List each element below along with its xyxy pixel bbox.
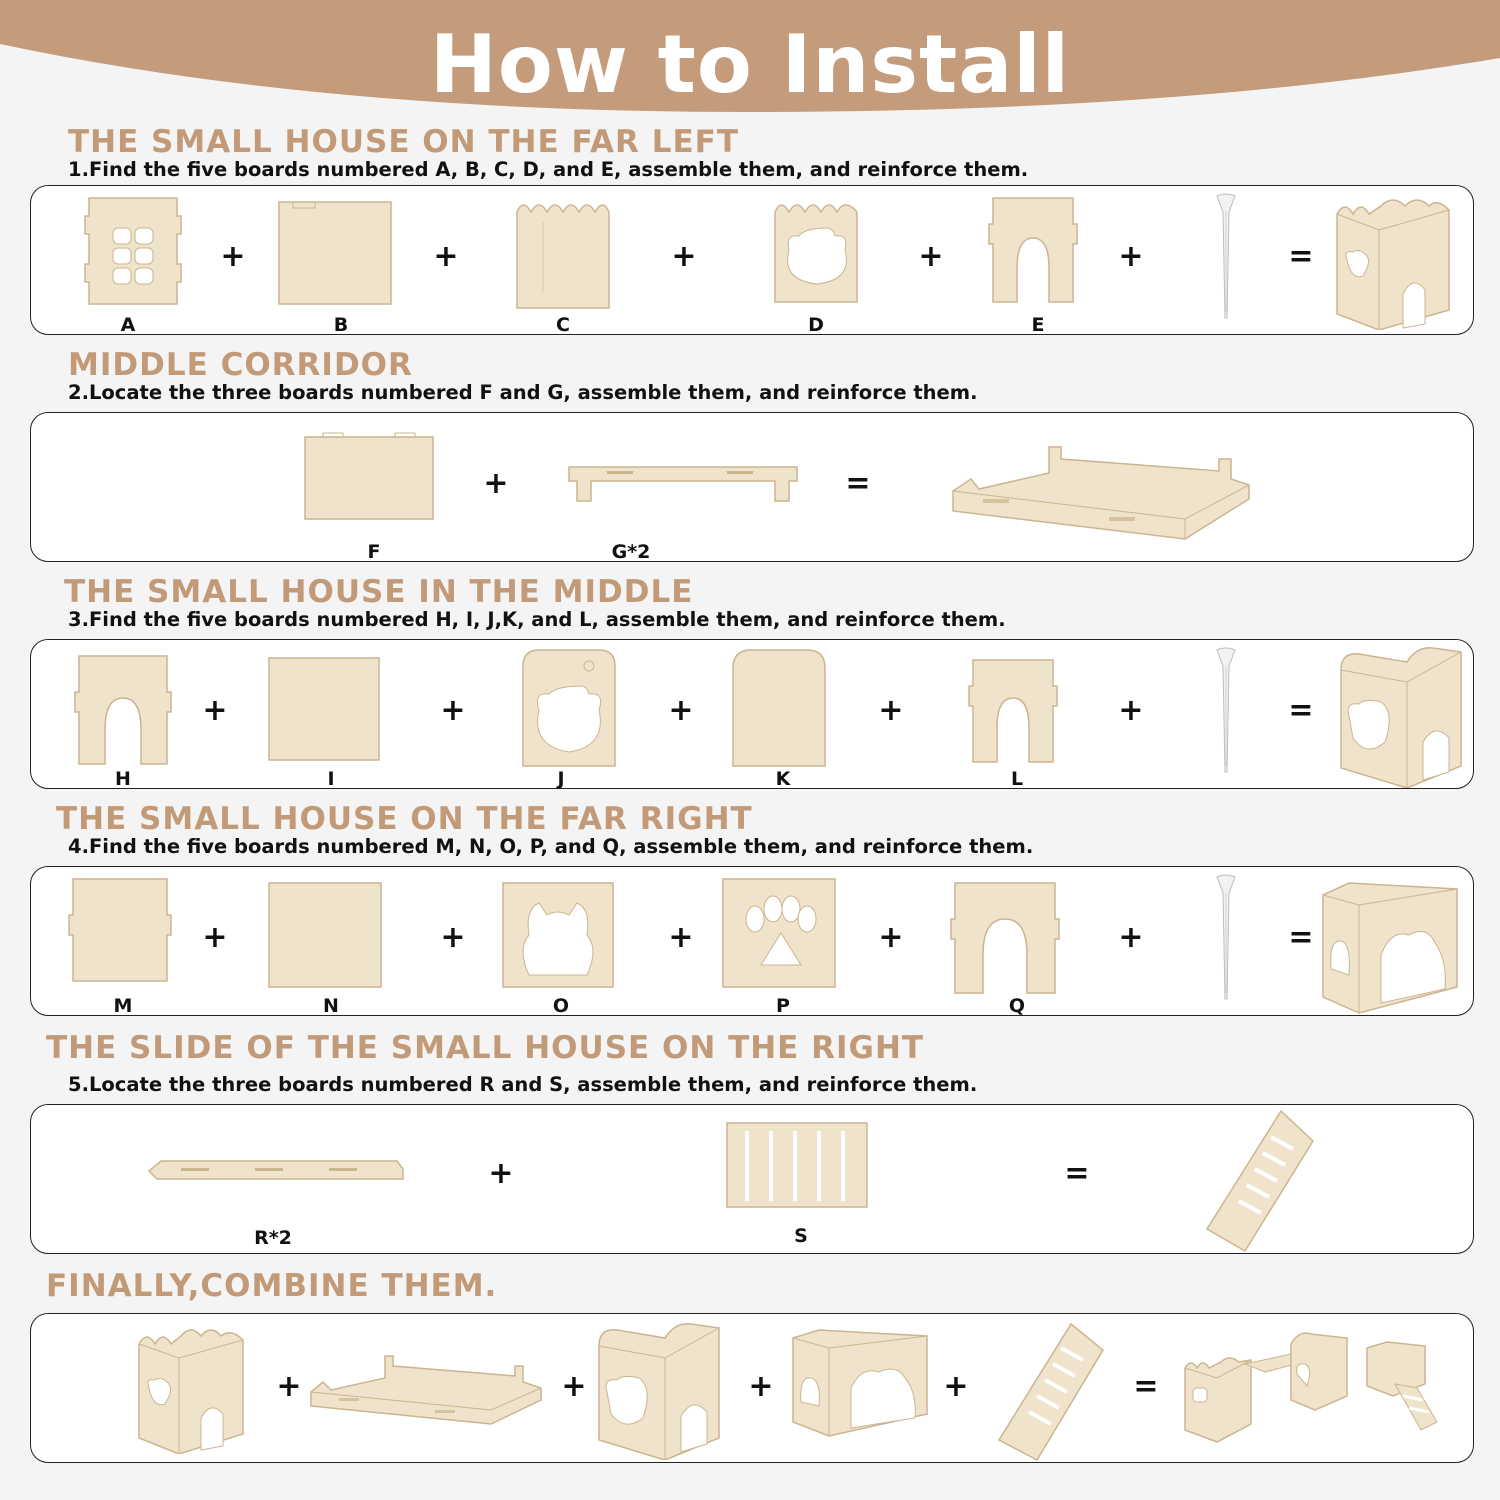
label-p: P: [776, 995, 790, 1017]
label-f: F: [367, 541, 381, 563]
board-m: [67, 875, 173, 985]
section-5-panel: [30, 1104, 1474, 1254]
board-p: [719, 875, 839, 991]
equals-sign: =: [845, 466, 871, 501]
cable-ties-icon: [1211, 873, 1241, 1003]
plus-sign: +: [483, 466, 509, 501]
plus-sign: +: [671, 239, 697, 274]
label-r: R*2: [254, 1227, 292, 1249]
cable-ties-icon: [1211, 646, 1241, 776]
assembled-middle-house-icon: [1337, 642, 1467, 788]
equals-sign: =: [1133, 1369, 1159, 1404]
plus-sign: +: [668, 693, 694, 728]
board-g: [567, 461, 799, 507]
equals-sign: =: [1288, 239, 1314, 274]
label-n: N: [323, 995, 339, 1017]
section-1-title: THE SMALL HOUSE ON THE FAR LEFT: [68, 124, 739, 160]
section-4-panel: [30, 866, 1474, 1016]
board-c: [513, 192, 613, 312]
section-5-description: 5.Locate the three boards numbered R and S, assemble them, and reinforce them.: [68, 1073, 978, 1096]
plus-sign: +: [878, 693, 904, 728]
corridor-platform-icon: [309, 1352, 545, 1428]
board-n: [265, 879, 385, 991]
plus-sign: +: [918, 239, 944, 274]
board-b: [275, 198, 395, 308]
section-4-description: 4.Find the five boards numbered M, N, O, P, and Q, assemble them, and reinforce them.: [68, 835, 1034, 858]
board-i: [265, 654, 383, 764]
section-6-panel: [30, 1313, 1474, 1463]
assembled-right-house-icon: [789, 1326, 931, 1438]
equals-sign: =: [1288, 693, 1314, 728]
board-k: [729, 646, 829, 770]
section-2-description: 2.Locate the three boards numbered F and G, assemble them, and reinforce them.: [68, 381, 978, 404]
plus-sign: +: [668, 920, 694, 955]
equals-sign: =: [1064, 1156, 1090, 1191]
board-q: [949, 879, 1061, 997]
board-r: [147, 1155, 407, 1187]
label-c: C: [556, 314, 570, 336]
label-g: G*2: [611, 541, 651, 563]
plus-sign: +: [878, 920, 904, 955]
plus-sign: +: [943, 1369, 969, 1404]
section-6-title: FINALLY,COMBINE THEM.: [46, 1268, 498, 1304]
section-2-panel: [30, 412, 1474, 562]
section-1-panel: [30, 185, 1474, 335]
plus-sign: +: [433, 239, 459, 274]
full-playground-icon: [1181, 1324, 1451, 1444]
section-4-title: THE SMALL HOUSE ON THE FAR RIGHT: [56, 801, 753, 837]
ladder-slide-icon: [1201, 1107, 1317, 1253]
label-k: K: [775, 768, 791, 790]
plus-sign: +: [1118, 920, 1144, 955]
ladder-slide-icon: [995, 1320, 1107, 1462]
plus-sign: +: [276, 1369, 302, 1404]
plus-sign: +: [202, 920, 228, 955]
board-h: [73, 652, 173, 768]
section-1-description: 1.Find the five boards numbered A, B, C, D, and E, assemble them, and reinforce them.: [68, 158, 1029, 181]
board-j: [519, 646, 619, 770]
assembled-right-house-icon: [1319, 879, 1461, 1017]
plus-sign: +: [561, 1369, 587, 1404]
assembled-left-house-icon: [1333, 190, 1453, 330]
section-3-title: THE SMALL HOUSE IN THE MIDDLE: [64, 574, 694, 610]
board-f: [303, 431, 435, 525]
label-a: A: [120, 314, 136, 336]
assembled-left-house-icon: [135, 1322, 247, 1454]
board-l: [967, 656, 1059, 766]
cable-ties-icon: [1211, 192, 1241, 322]
header-banner: [0, 0, 1500, 130]
page-title: How to Install: [429, 18, 1071, 111]
section-2-title: MIDDLE CORRIDOR: [68, 347, 413, 383]
label-j: J: [557, 768, 565, 790]
label-q: Q: [1008, 995, 1026, 1017]
label-e: E: [1031, 314, 1045, 336]
plus-sign: +: [202, 693, 228, 728]
plus-sign: +: [1118, 693, 1144, 728]
label-d: D: [808, 314, 824, 336]
label-o: O: [552, 995, 570, 1017]
plus-sign: +: [488, 1156, 514, 1191]
plus-sign: +: [748, 1369, 774, 1404]
section-3-description: 3.Find the five boards numbered H, I, J,K, and L, assemble them, and reinforce them.: [68, 608, 1006, 631]
board-s: [723, 1117, 871, 1213]
label-h: H: [115, 768, 131, 790]
board-d: [771, 194, 861, 306]
label-l: L: [1010, 768, 1024, 790]
label-s: S: [794, 1225, 808, 1247]
plus-sign: +: [440, 920, 466, 955]
plus-sign: +: [220, 239, 246, 274]
plus-sign: +: [1118, 239, 1144, 274]
corridor-platform-icon: [949, 429, 1257, 545]
equals-sign: =: [1288, 920, 1314, 955]
board-a: [83, 194, 183, 308]
label-m: M: [113, 995, 133, 1017]
label-i: I: [327, 768, 335, 790]
section-5-title: THE SLIDE OF THE SMALL HOUSE ON THE RIGHT: [46, 1030, 925, 1066]
board-e: [987, 194, 1079, 306]
plus-sign: +: [440, 693, 466, 728]
board-o: [499, 879, 617, 991]
assembled-middle-house-icon: [595, 1318, 725, 1460]
section-3-panel: [30, 639, 1474, 789]
label-b: B: [333, 314, 349, 336]
